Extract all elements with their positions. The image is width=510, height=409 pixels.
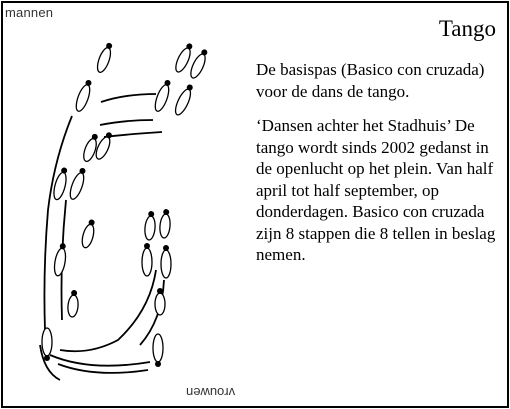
shoe-print	[53, 242, 69, 276]
path-line-mid-1	[100, 120, 153, 125]
shoe-print	[153, 78, 174, 112]
shoe-print	[188, 48, 210, 80]
history-paragraph: ‘Dansen achter het Stadhuis’ De tango wordt sinds 2002 gedanst in de openlucht op het plein. Van half april tot half september, op donderdagen. Basico con cruzada zijn 8 stappen die 8 tellen in beslag nemen.	[256, 116, 496, 264]
path-line-left-outer	[44, 116, 72, 330]
shoe-print	[80, 218, 97, 249]
page-title: Tango	[438, 16, 496, 41]
shoe-print	[161, 245, 171, 278]
shoe-print	[144, 211, 156, 241]
men-label: mannen	[5, 5, 54, 20]
path-line-top	[101, 94, 156, 102]
shoe-print	[68, 166, 89, 200]
shoe-print	[95, 41, 115, 74]
shoe-print	[173, 83, 196, 117]
path-line-mid-2	[104, 132, 162, 137]
shoe-print	[153, 334, 163, 367]
shoe-print	[159, 209, 171, 239]
shoe-prints	[42, 41, 210, 367]
women-label: vrouwen	[186, 385, 236, 400]
shoe-print	[67, 290, 79, 318]
path-line-bottom-1	[50, 355, 150, 366]
shoe-print	[142, 243, 152, 276]
intro-paragraph: De basispas (Basico con cruzada) voor de dans de tango.	[256, 60, 485, 101]
shoe-print	[74, 78, 95, 112]
